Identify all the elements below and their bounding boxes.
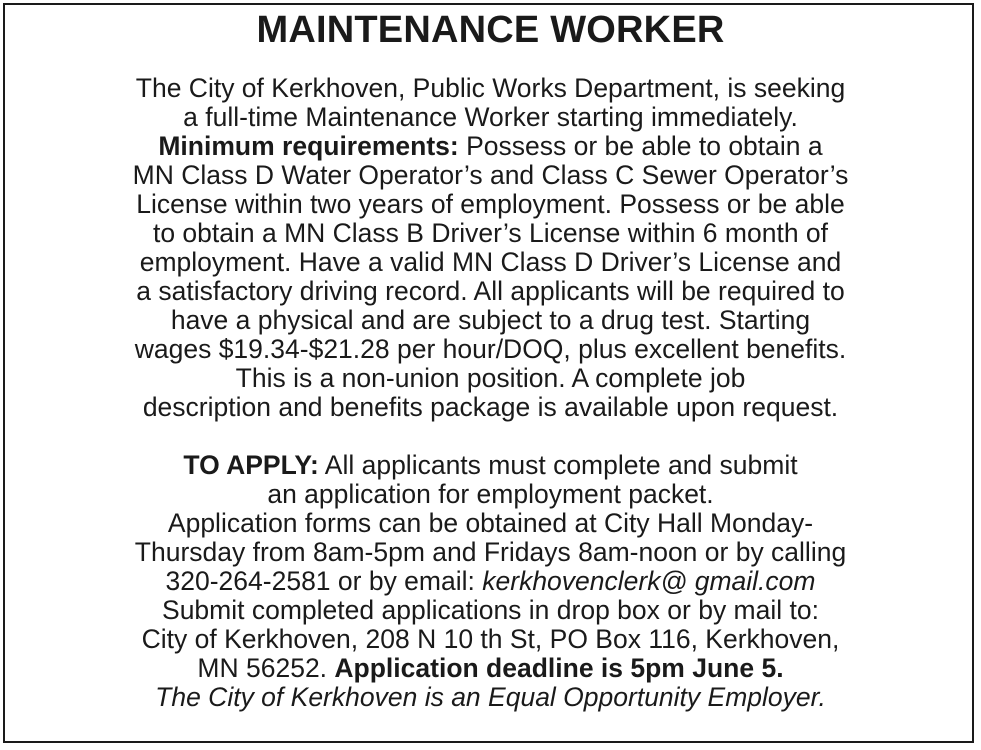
requirements-line-9: This is a non-union position. A complete job [235,363,746,393]
deadline-text: Application deadline is 5pm June 5. [334,653,784,683]
apply-line-2: an application for employment packet. [267,479,714,509]
job-description [0,74,981,422]
intro-line-1: The City of Kerkhoven, Public Works Department, is seeking [135,73,846,103]
wages-line: wages $19.34-$21.28 per hour/DOQ, plus excellent benefits. [134,334,847,364]
requirements-line-1: Minimum requirements: Possess or be able to obtain a [158,131,823,161]
requirements-line-3: License within two years of employment. Possess or be able [136,189,845,219]
requirements-line-6: a satisfactory driving record. All applicants will be required to [136,276,845,306]
deadline-line: MN 56252. Application deadline is 5pm June 5. [197,653,784,683]
requirements-line-2: MN Class D Water Operator’s and Class C Sewer Operator’s [132,160,849,190]
apply-line-4: Thursday from 8am-5pm and Fridays 8am-noon or by calling [134,537,847,567]
apply-section [0,451,981,712]
address-line: City of Kerkhoven, 208 N 10 th St, PO Box 116, Kerkhoven, [141,624,840,654]
requirements-line-5: employment. Have a valid MN Class D Driver’s License and [139,247,842,277]
ad-title: MAINTENANCE WORKER [256,9,725,51]
requirements-line-10: description and benefits package is available upon request. [142,392,839,422]
contact-line [12,567,969,596]
eoe-statement: The City of Kerkhoven is an Equal Opportunity Employer. [155,682,826,712]
eoe-line [12,683,969,712]
phone-text: 320-264-2581 or by email: [165,566,483,596]
intro-line-2: a full-time Maintenance Worker starting immediately. [183,102,798,132]
apply-line-3: Application forms can be obtained at City Hall Monday- [167,508,814,538]
apply-line-1: TO APPLY: All applicants must complete and submit [183,450,798,480]
requirements-line-7: have a physical and are subject to a drug test. Starting [170,305,811,335]
requirements-label: Minimum requirements: [158,131,459,161]
apply-label: TO APPLY: [183,450,319,480]
email-link[interactable]: kerkhovenclerk@ gmail.com [482,566,816,596]
requirements-line-4: to obtain a MN Class B Driver’s License within 6 month of [152,218,829,248]
apply-line-6: Submit completed applications in drop box or by mail to: [162,595,819,625]
